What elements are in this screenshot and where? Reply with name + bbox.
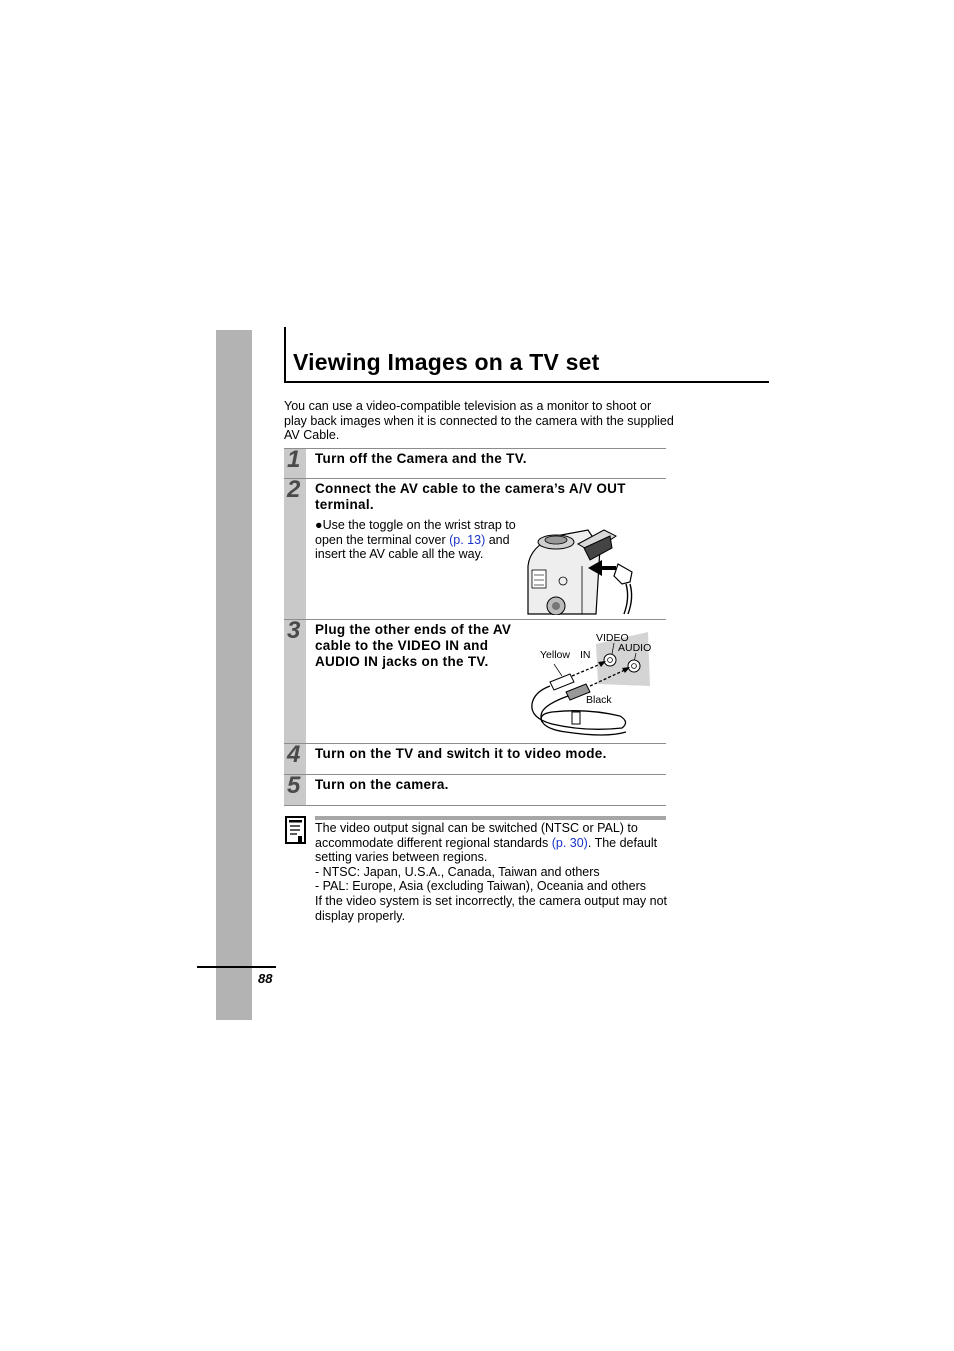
page-title: Viewing Images on a TV set: [293, 349, 600, 375]
step-1-number: 1: [287, 446, 301, 473]
gray-sidebar: [216, 330, 252, 1020]
note-paragraph: [315, 821, 675, 865]
audio-label: AUDIO: [618, 642, 652, 654]
in-label: IN: [580, 649, 591, 661]
title-rule-horizontal: [284, 381, 769, 383]
step-2-bullet: [315, 518, 520, 562]
step-4-heading: Turn on the TV and switch it to video mode.: [315, 746, 607, 761]
step-3-number: 3: [287, 617, 301, 644]
step-1-heading: Turn off the Camera and the TV.: [315, 451, 527, 466]
black-label: Black: [586, 694, 612, 706]
note-text-after: . The default setting varies between regions.: [315, 835, 658, 865]
bullet-marker: ●: [315, 518, 323, 532]
step-2-heading: Connect the AV cable to the camera’s A/V OUT terminal.: [315, 481, 626, 512]
bullet-text-after: and insert the AV cable all the way.: [315, 532, 510, 562]
page-number: 88: [258, 971, 273, 986]
page-30-link[interactable]: (p. 30): [551, 835, 588, 850]
yellow-label: Yellow: [540, 649, 570, 661]
note-pal-line: - PAL: Europe, Asia (excluding Taiwan), Oceania and others: [315, 879, 646, 894]
footer-rule: [197, 966, 276, 968]
step-divider: [284, 774, 666, 775]
page-13-link[interactable]: (p. 13): [449, 532, 486, 547]
bullet-text-before: Use the toggle on the wrist strap to open the terminal cover: [315, 518, 516, 547]
note-ntsc-line: - NTSC: Japan, U.S.A., Canada, Taiwan and others: [315, 864, 600, 879]
title-rule-vertical: [284, 327, 286, 383]
step-divider: [284, 478, 666, 479]
note-body: [315, 821, 675, 923]
memo-icon: [285, 816, 307, 844]
step-5-number: 5: [287, 772, 301, 799]
camera-av-terminal-illustration: [526, 526, 662, 615]
step-2-number: 2: [287, 476, 301, 503]
note-text-before: The video output signal can be switched (NTSC or PAL) to accommodate different regional standards: [315, 821, 638, 850]
note-top-bar: [315, 816, 666, 820]
step-divider: [284, 448, 666, 449]
step-divider: [284, 743, 666, 744]
tv-jacks-illustration: [526, 628, 654, 740]
note-closing-line: If the video system is set incorrectly, the camera output may not display properly.: [315, 893, 668, 923]
step-3-heading: Plug the other ends of the AV cable to the VIDEO IN and AUDIO IN jacks on the TV.: [315, 622, 512, 669]
step-4-number: 4: [287, 741, 301, 768]
step-divider: [284, 619, 666, 620]
step-5-heading: Turn on the camera.: [315, 777, 449, 792]
intro-paragraph: You can use a video-compatible television as a monitor to shoot or play back images when it is connected to the camera with the supplied AV Cable.: [284, 399, 674, 443]
video-label: VIDEO: [596, 632, 629, 644]
step-divider: [284, 805, 666, 806]
